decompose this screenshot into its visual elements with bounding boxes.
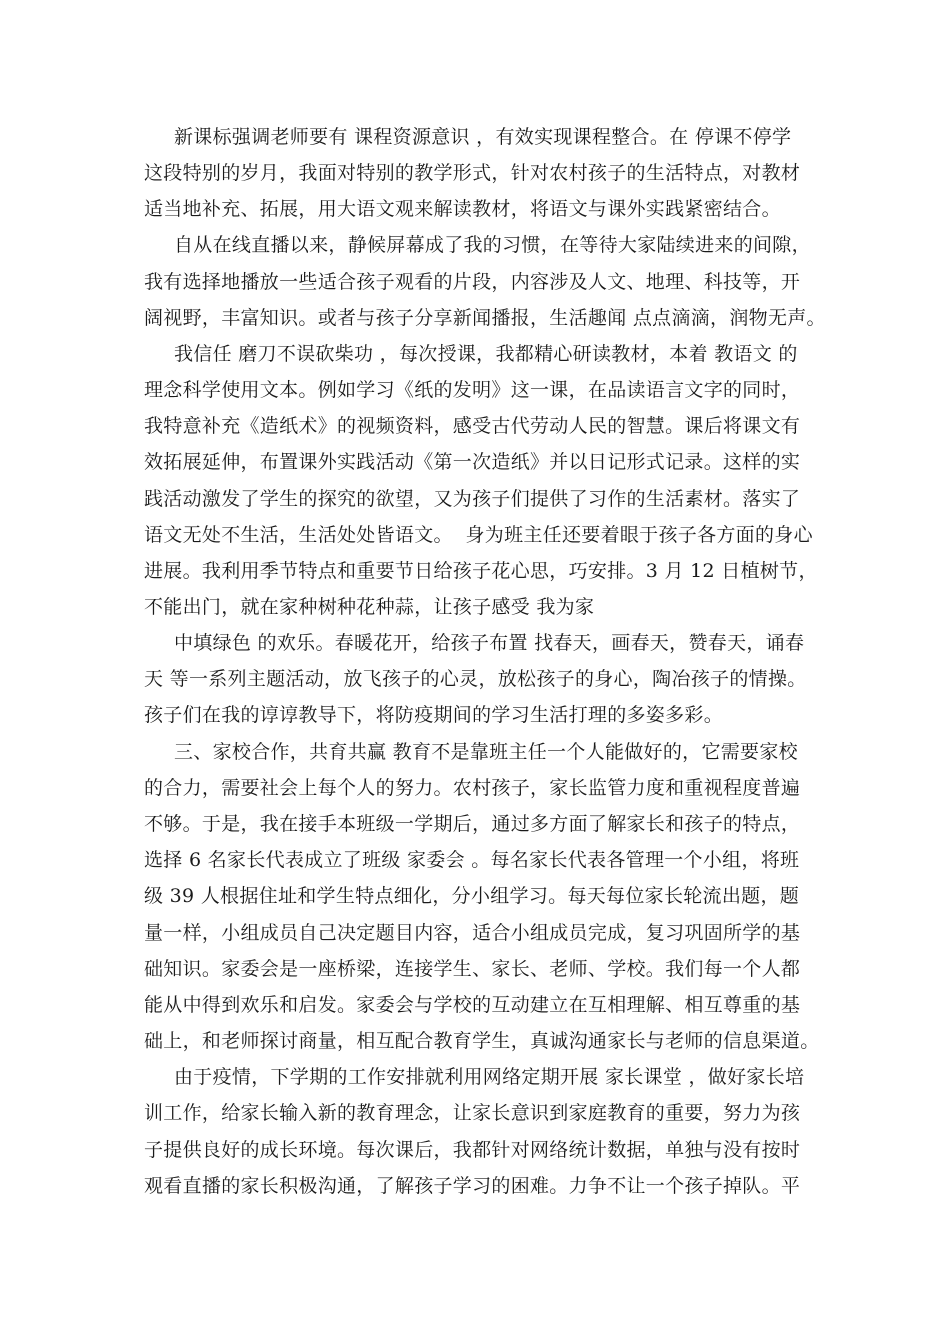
text-line: 的合力，需要社会上每个人的努力。农村孩子，家长监管力度和重视程度普遍 <box>144 777 801 799</box>
text-line: 效拓展延伸，布置课外实践活动《第一次造纸》并以日记形式记录。这样的实 <box>144 451 801 473</box>
text-line: 天 等一系列主题活动，放飞孩子的心灵，放松孩子的身心，陶冶孩子的情操。 <box>144 668 807 690</box>
text-line: 适当地补充、拓展，用大语文观来解读教材，将语文与课外实践紧密结合。 <box>144 198 781 220</box>
text-line: 我信任 磨刀不误砍柴功 ，每次授课，我都精心研读教材，本着 教语文 的 <box>174 343 798 365</box>
text-line: 理念科学使用文本。例如学习《纸的发明》这一课，在品读语言文字的同时， <box>144 379 801 401</box>
text-line: 三、家校合作，共育共赢 教育不是靠班主任一个人能做好的，它需要家校 <box>174 741 798 763</box>
text-line: 我有选择地播放一些适合孩子观看的片段，内容涉及人文、地理、科技等，开 <box>144 271 801 293</box>
text-line: 量一样，小组成员自己决定题目内容，适合小组成员完成，复习巩固所学的基 <box>144 922 801 944</box>
text-line: 进展。我利用季节特点和重要节日给孩子花心思，巧安排。3 月 12 日植树节， <box>144 560 818 582</box>
text-line: 不能出门，就在家种树种花种蒜，让孩子感受 我为家 <box>144 596 595 618</box>
text-line: 我特意补充《造纸术》的视频资料，感受古代劳动人民的智慧。课后将课文有 <box>144 415 801 437</box>
text-line: 训工作，给家长输入新的教育理念，让家长意识到家庭教育的重要，努力为孩 <box>144 1102 801 1124</box>
text-line: 观看直播的家长积极沟通，了解孩子学习的困难。力争不让一个孩子掉队。平 <box>144 1175 801 1197</box>
text-line: 级 39 人根据住址和学生特点细化，分小组学习。每天每位家长轮流出题，题 <box>144 885 800 907</box>
text-line: 践活动激发了学生的探究的欲望，又为孩子们提供了习作的生活素材。落实了 <box>144 488 801 510</box>
text-line: 础知识。家委会是一座桥梁，连接学生、家长、老师、学校。我们每一个人都 <box>144 958 801 980</box>
text-line: 语文无处不生活，生活处处皆语文。 身为班主任还要着眼于孩子各方面的身心 <box>144 524 813 546</box>
text-line: 子提供良好的成长环境。每次课后，我都针对网络统计数据，单独与没有按时 <box>144 1139 801 1161</box>
text-line: 由于疫情，下学期的工作安排就利用网络定期开展 家长课堂 ，做好家长培 <box>174 1066 805 1088</box>
text-line: 础上，和老师探讨商量，相互配合教育学生，真诚沟通家长与老师的信息渠道。 <box>144 1030 820 1052</box>
text-line: 选择 6 名家长代表成立了班级 家委会 。每名家长代表各管理一个小组，将班 <box>144 849 800 871</box>
text-line: 孩子们在我的谆谆教导下，将防疫期间的学习生活打理的多姿多彩。 <box>144 704 724 726</box>
text-line: 阔视野，丰富知识。或者与孩子分享新闻播报，生活趣闻 点点滴滴，润物无声。 <box>144 307 826 329</box>
text-line: 自从在线直播以来，静候屏幕成了我的习惯，在等待大家陆续进来的间隙， <box>174 234 811 256</box>
text-line: 不够。于是，我在接手本班级一学期后，通过多方面了解家长和孩子的特点， <box>144 813 801 835</box>
text-line: 这段特别的岁月，我面对特别的教学形式，针对农村孩子的生活特点，对教材 <box>144 162 801 184</box>
text-line: 能从中得到欢乐和启发。家委会与学校的互动建立在互相理解、相互尊重的基 <box>144 994 801 1016</box>
text-line: 中填绿色 的欢乐。春暖花开，给孩子布置 找春天，画春天，赞春天，诵春 <box>174 632 805 654</box>
text-line: 新课标强调老师要有 课程资源意识 ，有效实现课程整合。在 停课不停学 <box>174 126 792 148</box>
